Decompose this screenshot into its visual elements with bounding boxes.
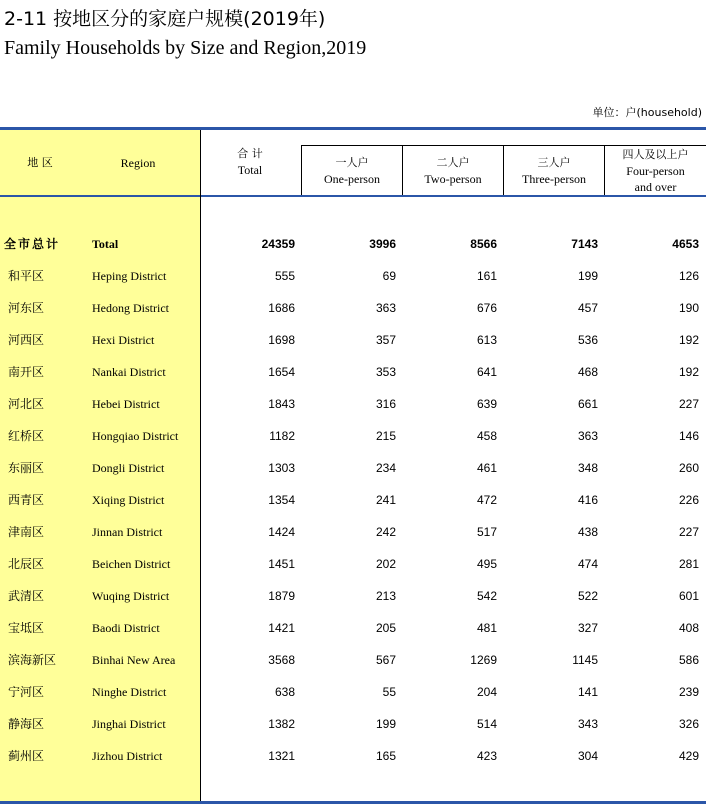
table-row bbox=[0, 708, 706, 740]
cell-three-person: 7143 bbox=[571, 237, 598, 251]
cell-total: 1354 bbox=[268, 493, 295, 507]
cell-total: 1698 bbox=[268, 333, 295, 347]
cell-total: 3568 bbox=[268, 653, 295, 667]
cell-four-person: 226 bbox=[678, 493, 699, 507]
cell-one-person: 3996 bbox=[369, 237, 396, 251]
table-row bbox=[0, 356, 706, 388]
table-row bbox=[0, 644, 706, 676]
cell-one-person: 213 bbox=[375, 589, 396, 603]
region-name-en: Jinghai District bbox=[92, 717, 166, 731]
region-name-zh: 静海区 bbox=[8, 717, 45, 731]
cell-total: 1654 bbox=[268, 365, 295, 379]
cell-two-person: 542 bbox=[476, 589, 497, 603]
cell-two-person: 458 bbox=[476, 429, 497, 443]
cell-four-person: 281 bbox=[678, 557, 699, 571]
cell-three-person: 522 bbox=[577, 589, 598, 603]
cell-two-person: 514 bbox=[476, 717, 497, 731]
cell-two-person: 204 bbox=[476, 685, 497, 699]
cell-four-person: 408 bbox=[678, 621, 699, 635]
region-name-en: Beichen District bbox=[92, 557, 171, 571]
region-name-en: Hexi District bbox=[92, 333, 155, 347]
table-row bbox=[0, 516, 706, 548]
cell-total: 1424 bbox=[268, 525, 295, 539]
cell-four-person: 227 bbox=[678, 397, 699, 411]
header-four-person: 四人及以上户 Four-person and over bbox=[622, 148, 689, 194]
region-name-zh: 河北区 bbox=[8, 397, 45, 411]
cell-one-person: 567 bbox=[375, 653, 396, 667]
table-top-rule bbox=[0, 127, 706, 130]
cell-four-person: 4653 bbox=[672, 237, 699, 251]
header-two-person: 二人户 Two-person bbox=[424, 156, 482, 186]
table-title-zh: 2-11 按地区分的家庭户规模(2019年) bbox=[4, 8, 326, 30]
region-name-en: Ninghe District bbox=[92, 685, 167, 699]
region-name-en: Total bbox=[92, 237, 119, 251]
cell-total: 1382 bbox=[268, 717, 295, 731]
region-name-zh: 东丽区 bbox=[8, 461, 45, 475]
cell-one-person: 234 bbox=[375, 461, 396, 475]
table-row bbox=[0, 324, 706, 356]
region-name-zh: 宁河区 bbox=[8, 685, 45, 699]
cell-total: 24359 bbox=[261, 237, 295, 251]
cell-total: 555 bbox=[274, 269, 295, 283]
region-name-en: Heping District bbox=[92, 269, 167, 283]
table-header-rule bbox=[0, 195, 706, 197]
cell-total: 1879 bbox=[268, 589, 295, 603]
region-name-zh: 西青区 bbox=[8, 493, 45, 507]
header-one-person: 一人户 One-person bbox=[324, 156, 380, 186]
region-name-en: Dongli District bbox=[92, 461, 165, 475]
region-name-zh: 和平区 bbox=[8, 269, 45, 283]
table-bottom-rule bbox=[0, 801, 706, 804]
cell-two-person: 676 bbox=[476, 301, 497, 315]
cell-two-person: 495 bbox=[476, 557, 497, 571]
table-row bbox=[0, 452, 706, 484]
region-name-zh: 宝坻区 bbox=[8, 621, 45, 635]
cell-three-person: 327 bbox=[577, 621, 598, 635]
cell-four-person: 126 bbox=[678, 269, 699, 283]
cell-one-person: 69 bbox=[382, 269, 396, 283]
cell-total: 1843 bbox=[268, 397, 295, 411]
cell-total: 1686 bbox=[268, 301, 295, 315]
cell-one-person: 357 bbox=[375, 333, 396, 347]
region-name-en: Wuqing District bbox=[92, 589, 170, 603]
cell-three-person: 661 bbox=[577, 397, 598, 411]
region-name-zh: 红桥区 bbox=[8, 429, 45, 443]
region-name-en: Jinnan District bbox=[92, 525, 163, 539]
cell-one-person: 241 bbox=[375, 493, 396, 507]
cell-three-person: 474 bbox=[577, 557, 598, 571]
cell-four-person: 260 bbox=[678, 461, 699, 475]
cell-three-person: 1145 bbox=[572, 653, 598, 667]
cell-four-person: 190 bbox=[678, 301, 699, 315]
cell-one-person: 242 bbox=[375, 525, 396, 539]
cell-two-person: 481 bbox=[476, 621, 497, 635]
cell-total: 1182 bbox=[269, 429, 295, 443]
cell-two-person: 161 bbox=[476, 269, 497, 283]
region-name-zh: 南开区 bbox=[8, 365, 45, 379]
cell-two-person: 423 bbox=[476, 749, 497, 763]
cell-three-person: 536 bbox=[577, 333, 598, 347]
cell-one-person: 202 bbox=[375, 557, 396, 571]
cell-four-person: 227 bbox=[678, 525, 699, 539]
cell-four-person: 146 bbox=[678, 429, 699, 443]
cell-two-person: 472 bbox=[476, 493, 497, 507]
cell-total: 1451 bbox=[268, 557, 295, 571]
cell-two-person: 1269 bbox=[470, 653, 497, 667]
cell-four-person: 192 bbox=[678, 333, 699, 347]
cell-total: 1303 bbox=[268, 461, 295, 475]
region-name-zh: 滨海新区 bbox=[8, 653, 57, 667]
cell-two-person: 517 bbox=[476, 525, 497, 539]
cell-three-person: 363 bbox=[577, 429, 598, 443]
cell-one-person: 199 bbox=[375, 717, 396, 731]
cell-one-person: 205 bbox=[375, 621, 396, 635]
region-name-zh: 全市总计 bbox=[4, 237, 61, 251]
cell-three-person: 438 bbox=[577, 525, 598, 539]
cell-one-person: 165 bbox=[375, 749, 396, 763]
cell-three-person: 199 bbox=[577, 269, 598, 283]
cell-three-person: 343 bbox=[577, 717, 598, 731]
region-name-en: Jizhou District bbox=[92, 749, 163, 763]
region-name-en: Binhai New Area bbox=[92, 653, 176, 667]
cell-one-person: 353 bbox=[375, 365, 396, 379]
table-row bbox=[0, 484, 706, 516]
region-name-zh: 武清区 bbox=[8, 589, 45, 603]
region-name-en: Hebei District bbox=[92, 397, 160, 411]
table-row bbox=[0, 260, 706, 292]
cell-two-person: 8566 bbox=[470, 237, 497, 251]
table-row bbox=[0, 580, 706, 612]
cell-two-person: 639 bbox=[476, 397, 497, 411]
cell-total: 1321 bbox=[268, 749, 295, 763]
cell-three-person: 141 bbox=[577, 685, 598, 699]
cell-one-person: 215 bbox=[375, 429, 396, 443]
cell-four-person: 601 bbox=[678, 589, 699, 603]
cell-two-person: 641 bbox=[476, 365, 497, 379]
cell-four-person: 429 bbox=[678, 749, 699, 763]
region-name-zh: 津南区 bbox=[8, 525, 45, 539]
region-name-en: Hongqiao District bbox=[92, 429, 179, 443]
cell-four-person: 326 bbox=[678, 717, 699, 731]
header-region-zh: 地 区 bbox=[27, 156, 53, 169]
region-name-en: Nankai District bbox=[92, 365, 166, 379]
cell-four-person: 586 bbox=[678, 653, 699, 667]
region-name-zh: 蓟州区 bbox=[8, 749, 45, 763]
cell-two-person: 613 bbox=[476, 333, 497, 347]
region-name-zh: 河东区 bbox=[8, 301, 45, 315]
table-row bbox=[0, 612, 706, 644]
cell-three-person: 468 bbox=[577, 365, 598, 379]
cell-three-person: 457 bbox=[577, 301, 598, 315]
table-row bbox=[0, 420, 706, 452]
unit-note: 单位：户(household) bbox=[592, 106, 702, 119]
table-row bbox=[0, 676, 706, 708]
table-title-en: Family Households by Size and Region,2019 bbox=[4, 37, 367, 59]
table-row-total bbox=[0, 228, 706, 260]
region-name-en: Baodi District bbox=[92, 621, 160, 635]
cell-one-person: 316 bbox=[375, 397, 396, 411]
cell-three-person: 416 bbox=[577, 493, 598, 507]
region-name-zh: 河西区 bbox=[8, 333, 45, 347]
region-name-en: Xiqing District bbox=[92, 493, 165, 507]
header-total: 合 计 Total bbox=[237, 147, 263, 177]
table-row bbox=[0, 740, 706, 772]
region-name-zh: 北辰区 bbox=[8, 557, 45, 571]
header-region-en: Region bbox=[120, 156, 156, 170]
table-row bbox=[0, 292, 706, 324]
cell-two-person: 461 bbox=[476, 461, 497, 475]
cell-one-person: 55 bbox=[382, 685, 396, 699]
cell-one-person: 363 bbox=[375, 301, 396, 315]
table-row bbox=[0, 548, 706, 580]
header-three-person: 三人户 Three-person bbox=[522, 156, 586, 186]
cell-four-person: 239 bbox=[678, 685, 699, 699]
cell-total: 1421 bbox=[268, 621, 295, 635]
cell-total: 638 bbox=[274, 685, 295, 699]
cell-three-person: 348 bbox=[577, 461, 598, 475]
cell-four-person: 192 bbox=[678, 365, 699, 379]
region-name-en: Hedong District bbox=[92, 301, 169, 315]
table-row bbox=[0, 388, 706, 420]
cell-three-person: 304 bbox=[577, 749, 598, 763]
